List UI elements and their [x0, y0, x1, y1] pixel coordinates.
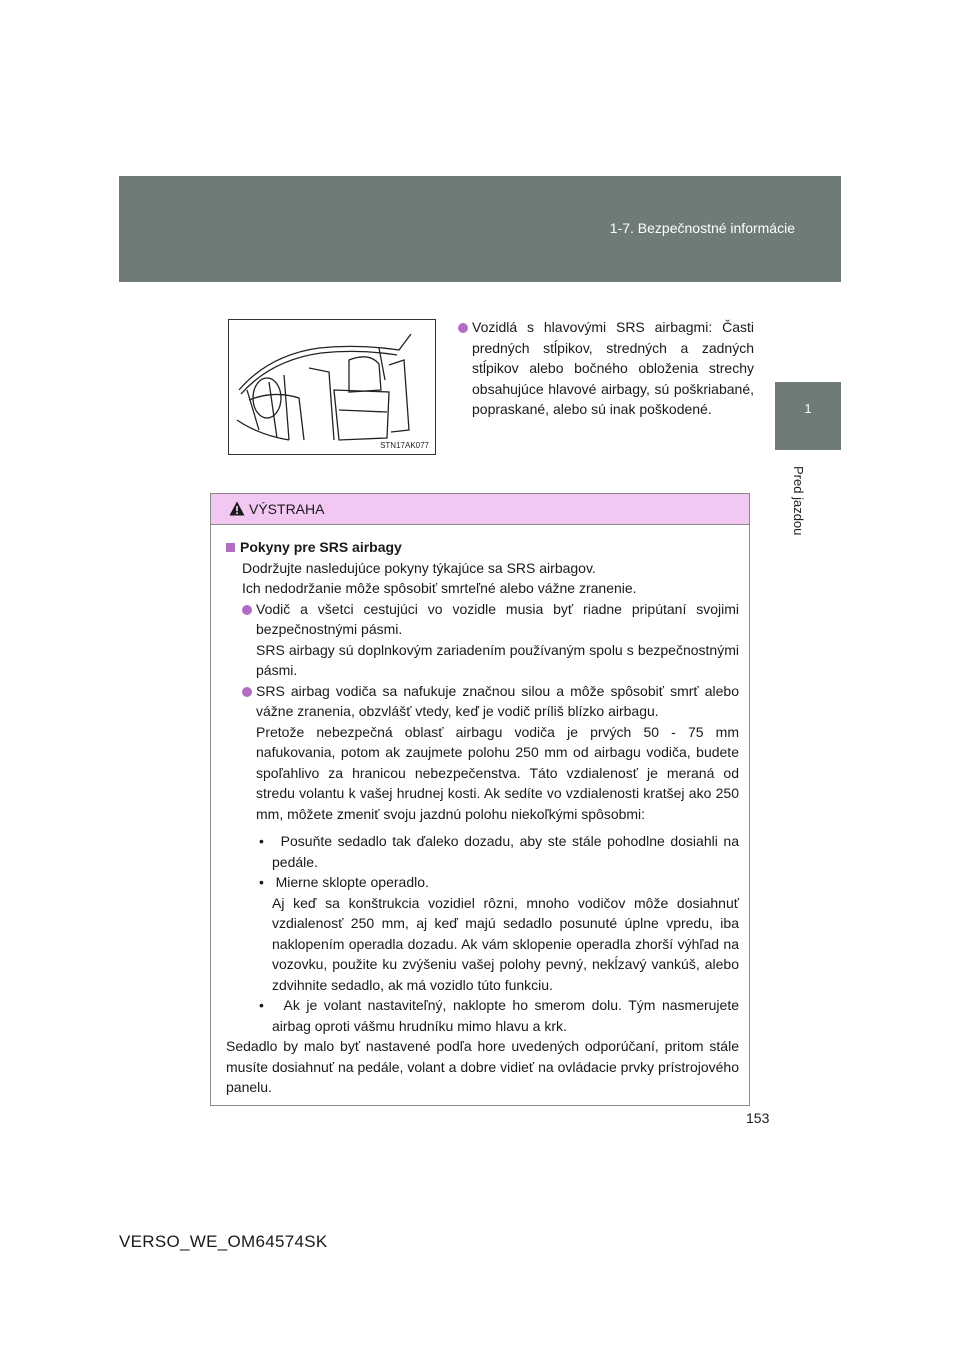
car-interior-drawing	[229, 320, 435, 454]
document-code: VERSO_WE_OM64574SK	[119, 1232, 328, 1251]
bullet-item-2	[226, 681, 739, 722]
warning-box	[210, 493, 750, 1106]
bullet-icon	[458, 323, 468, 333]
chapter-label: Pred jazdou	[791, 466, 806, 536]
chapter-number: 1	[804, 401, 812, 416]
lead-line-2: Ich nedodržanie môže spôsobiť smrteľné alebo vážne zranenie.	[242, 580, 637, 596]
bullet-item-1-text: Vodič a všetci cestujúci vo vozidle musia byť riadne pripútaní svojimi bezpečnostnými pásmi.	[256, 600, 739, 637]
warning-body	[211, 525, 749, 1098]
dash-item-2-cont: Aj keď sa konštrukcia vozidiel rôzni, mnoho vodičov môže dosiahnuť vzdialenosť 250 mm, aj keď majú sedadlo posunuté úplne vpredu, iba naklopením operadla dozadu. Ak vám sklopenie operadla zhorší výhľad na vozovku, použite ku zvýšeniu vašej polohy pevný, nekĺzavý vankúš, alebo zdvihnite sedadlo, ak má vozidlo túto funkciu.	[272, 894, 739, 993]
chapter-tab	[775, 382, 841, 450]
dash-item-1: • Posuňte sedadlo tak ďaleko dozadu, aby ste stále pohodlne dosiahli na pedále.	[259, 833, 739, 870]
intro-text: Vozidlá s hlavovými SRS airbagmi: Časti predných stĺpikov, stredných a zadných stĺpikov alebo bočného obloženia strechy obsahujúce hlavové airbagy, sú poškriabané, popraskané, alebo sú inak poškodené.	[472, 319, 754, 417]
closing-paragraph: Sedadlo by malo byť nastavené podľa hore uvedených odporúčaní, pritom stále musíte dosiahnuť na pedále, volant a dobre vidieť na ovládacie prvky prístrojového panelu.	[226, 1038, 739, 1095]
bullet-icon	[242, 605, 252, 615]
intro-item	[458, 317, 754, 420]
figure-code: STN17AK077	[380, 441, 429, 450]
warning-title-text: Pokyny pre SRS airbagy	[240, 539, 402, 555]
warning-heading: VÝSTRAHA	[249, 501, 325, 517]
dash-item-1-text: Posuňte sedadlo tak ďaleko dozadu, aby ste stále pohodlne dosiahli na pedále.	[272, 833, 739, 870]
section-title: 1-7. Bezpečnostné informácie	[609, 220, 795, 236]
dash-item-2: • Mierne sklopte operadlo.	[259, 874, 429, 890]
lead-line-1: Dodržujte nasledujúce pokyny týkajúce sa SRS airbagov.	[242, 559, 596, 576]
bullet-item-1-cont: SRS airbagy sú doplnkovým zariadením používaným spolu s bezpečnostnými pásmi.	[256, 641, 739, 678]
dash-item-3-text: Ak je volant nastaviteľný, naklopte ho smerom dolu. Tým nasmerujete airbag oproti vášmu hrudníku mimo hlavu a krk.	[272, 997, 740, 1034]
warning-header	[211, 494, 749, 525]
dash-item-2-text: Mierne sklopte operadlo.	[275, 874, 429, 890]
dash-item-3: • Ak je volant nastaviteľný, naklopte ho smerom dolu. Tým nasmerujete airbag oproti vášmu hrudníku mimo hlavu a krk.	[259, 997, 740, 1034]
bullet-item-2-detail: Pretože nebezpečná oblasť airbagu vodiča je prvých 50 - 75 mm nafukovania, potom ak zaujmete polohu 250 mm od airbagu vodiča, budete spoľahlivo za hranicou nebezpečenstva. Táto vzdialenosť je meraná od stredu volantu k vašej hrudnej kosti. Ak sedíte vo vzdialenosti kratšej ako 250 mm, môžete zmeniť svoju jazdnú polohu niekoľkými spôsobmi:	[256, 723, 739, 822]
bullet-item-1	[226, 599, 739, 640]
bullet-item-2-text: SRS airbag vodiča sa nafukuje značnou silou a môže spôsobiť smrť alebo vážne zranenia, obzvlášť vtedy, keď je vodič príliš blízko airbagu.	[256, 682, 739, 719]
airbag-illustration	[228, 319, 436, 455]
page-number: 153	[746, 1110, 770, 1126]
square-bullet-icon	[226, 543, 235, 552]
bullet-icon	[242, 687, 252, 697]
warning-triangle-icon	[229, 501, 245, 516]
header-band	[119, 176, 841, 282]
warning-title	[226, 537, 739, 558]
